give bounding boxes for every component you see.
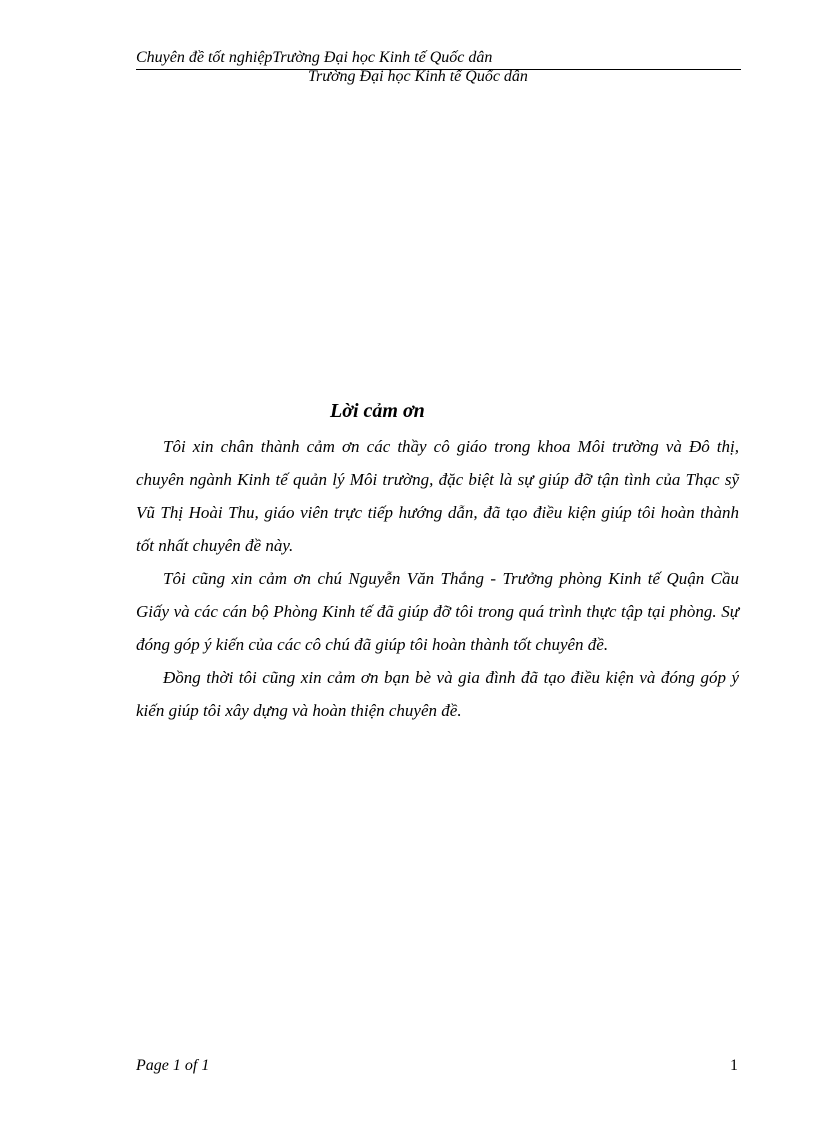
footer-page-number: 1 <box>730 1057 738 1074</box>
page-header <box>136 48 741 85</box>
paragraph: Tôi xin chân thành cảm ơn các thầy cô giáo trong khoa Môi trường và Đô thị, chuyên ngành Kinh tế quản lý Môi trường, đặc biệt là sự giúp đỡ tận tình của Thạc sỹ Vũ Thị Hoài Thu, giáo viên trực tiếp hướng dẫn, đã tạo điều kiện giúp tôi hoàn thành tốt nhất chuyên đề này. <box>136 437 739 555</box>
body-text <box>136 430 739 727</box>
header-text: Chuyên đề tốt nghiệpTrường Đại học Kinh tế Quốc dân <box>136 49 493 66</box>
footer-page-label: Page 1 of 1 <box>136 1057 210 1074</box>
paragraph: Đồng thời tôi cũng xin cảm ơn bạn bè và gia đình đã tạo điều kiện và đóng góp ý kiến giúp tôi xây dựng và hoàn thiện chuyên đề. <box>136 668 739 720</box>
page-title: Lời cảm ơn <box>330 400 425 422</box>
header-subtext: Trường Đại học Kinh tế Quốc dân <box>308 68 528 85</box>
paragraph: Tôi cũng xin cảm ơn chú Nguyễn Văn Thắng - Trưởng phòng Kinh tế Quận Cầu Giấy và các cán bộ Phòng Kinh tế đã giúp đỡ tôi trong quá trình thực tập tại phòng. Sự đóng góp ý kiến của các cô chú đã giúp tôi hoàn thành tốt chuyên đề. <box>136 569 739 654</box>
